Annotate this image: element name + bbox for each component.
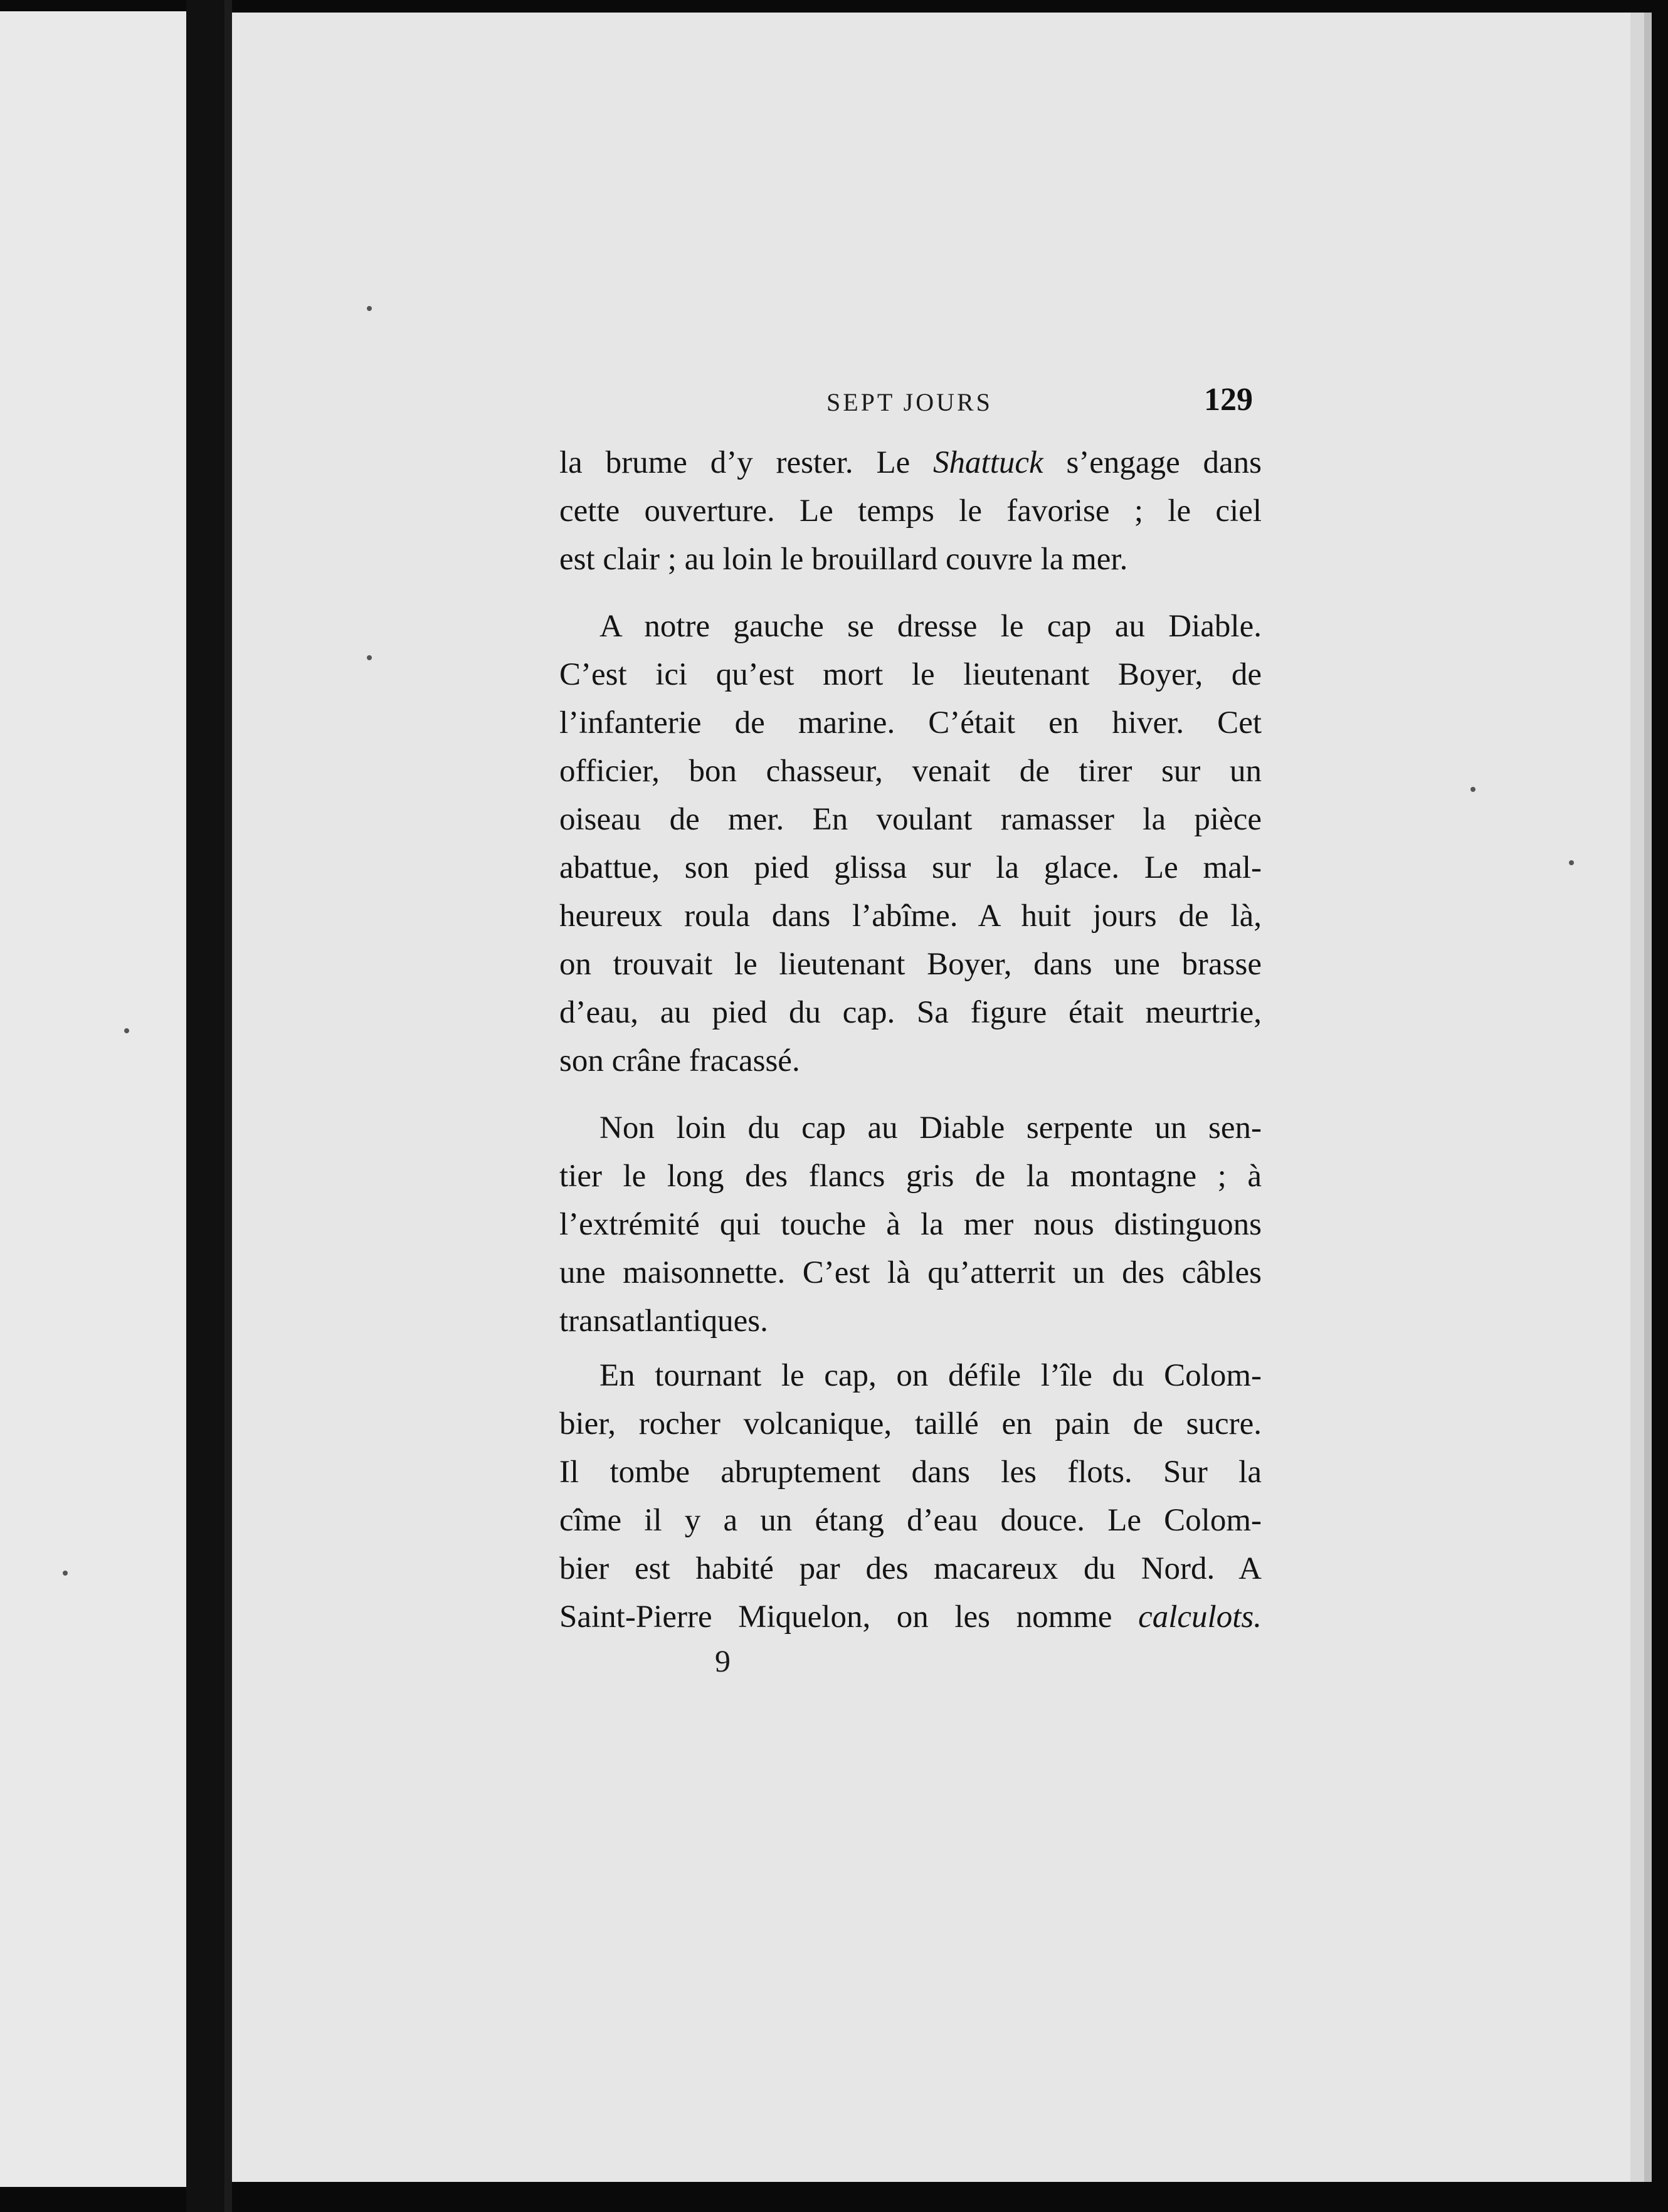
text-line: tier le long des flancs gris de la montagne ; à [559, 1159, 1262, 1194]
text-line: cîme il y a un étang d’eau douce. Le Colom- [559, 1503, 1262, 1538]
text-line: abattue, son pied glissa sur la glace. Le mal- [559, 850, 1262, 885]
text-line: En tournant le cap, on défile l’île du Colom- [599, 1358, 1262, 1393]
paper-speck [367, 306, 372, 311]
text-line: est clair ; au loin le brouillard couvre la mer. [559, 542, 1128, 577]
text-line: heureux roula dans l’abîme. A huit jours de là, [559, 898, 1262, 934]
text-line: on trouvait le lieutenant Boyer, dans une brasse [559, 947, 1262, 982]
text-line: une maisonnette. C’est là qu’atterrit un des câbles [559, 1255, 1262, 1290]
text-line: la brume d’y rester. Le Shattuck s’engage dans [559, 445, 1262, 480]
text-line: bier est habité par des macareux du Nord. A [559, 1551, 1262, 1586]
text-line: A notre gauche se dresse le cap au Diable. [599, 609, 1262, 644]
running-head: SEPT JOURS [826, 388, 993, 416]
paper-speck [1569, 860, 1574, 865]
text-line: Il tombe abruptement dans les flots. Sur la [559, 1455, 1262, 1490]
text-line: oiseau de mer. En voulant ramasser la pièce [559, 802, 1262, 837]
text-line: bier, rocher volcanique, taillé en pain de sucre. [559, 1406, 1262, 1441]
text-line: l’extrémité qui touche à la mer nous distinguons [559, 1207, 1262, 1242]
text-line: C’est ici qu’est mort le lieutenant Boyer, de [559, 657, 1262, 692]
page-edge [1630, 13, 1644, 2182]
paper-speck [367, 655, 372, 660]
text-line: son crâne fracassé. [559, 1043, 800, 1078]
text-line: officier, bon chasseur, venait de tirer sur un [559, 754, 1262, 789]
left-page-margin [0, 11, 186, 2187]
text-line: transatlantiques. [559, 1304, 768, 1339]
text-line: Saint-Pierre Miquelon, on les nomme calculots. [559, 1599, 1262, 1635]
book-gutter [186, 0, 229, 2212]
paper-speck [124, 1028, 129, 1033]
gutter-shadow [224, 0, 232, 2212]
body-text [559, 439, 1262, 1641]
text-line: Non loin du cap au Diable serpente un sen- [599, 1110, 1262, 1146]
paper-speck [63, 1571, 68, 1576]
page-number: 129 [1204, 382, 1253, 418]
text-line: cette ouverture. Le temps le favorise ; le ciel [559, 493, 1262, 529]
paper-speck [1470, 787, 1475, 792]
text-line: d’eau, au pied du cap. Sa figure était meurtrie, [559, 995, 1262, 1030]
page-edge-shadow [1644, 13, 1652, 2182]
signature-mark: 9 [715, 1643, 731, 1678]
text-line: l’infanterie de marine. C’était en hiver. Cet [559, 705, 1262, 740]
